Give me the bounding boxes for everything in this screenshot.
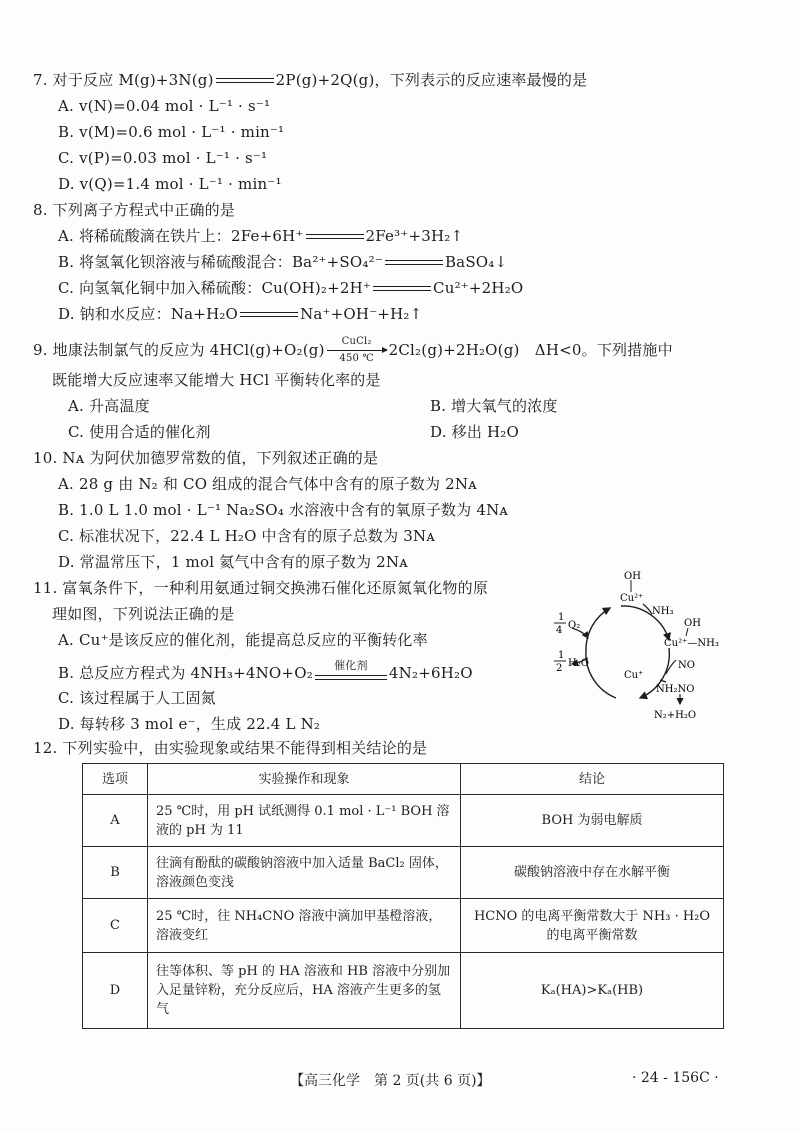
q10-option-a: A. 28 g 由 N₂ 和 CO 组成的混合气体中含有的原子数为 2Nᴀ xyxy=(58,475,477,493)
q8-d-right: Na⁺+OH⁻+H₂↑ xyxy=(300,305,423,323)
q8-d-left: D. 钠和水反应：Na+H₂O xyxy=(58,305,239,323)
table-row xyxy=(83,795,724,847)
row-experiment: 往滴有酚酞的碳酸钠溶液中加入适量 BaCl₂ 固体，溶液颜色变浅 xyxy=(148,847,461,899)
equals-top xyxy=(315,675,387,676)
q10-option-c: C. 标准状况下，22.4 L H₂O 中含有的原子总数为 3Nᴀ xyxy=(58,527,436,545)
catalytic-cycle-diagram xyxy=(548,570,738,730)
cu2-top-label: Cu²⁺ xyxy=(620,593,644,604)
row-experiment: 25 ℃时，往 NH₄CNO 溶液中滴加甲基橙溶液，溶液变红 xyxy=(148,899,461,953)
cu2-nh3-label: Cu²⁺—NH₃ xyxy=(664,638,719,649)
equals-sign xyxy=(306,230,364,244)
table-row xyxy=(83,899,724,953)
q8-option-b xyxy=(58,252,507,272)
q12-stem: 12. 下列实验中，由实验现象或结果不能得到相关结论的是 xyxy=(33,739,428,757)
temperature-label: 450 ℃ xyxy=(339,353,374,364)
q8-c-left: C. 向氢氧化铜中加入稀硫酸：Cu(OH)₂+2H⁺ xyxy=(58,279,372,297)
q7-option-b: B. v(M)=0.6 mol · L⁻¹ · min⁻¹ xyxy=(58,123,285,141)
cycle-arc-bottom-left xyxy=(586,650,616,698)
cycle-arc-top-left xyxy=(586,608,610,650)
q11-option-a: A. Cu⁺是该反应的催化剂，能提高总反应的平衡转化率 xyxy=(58,631,428,649)
page-footer-code: · 24 - 156C · xyxy=(632,1070,719,1086)
q7-stem-part2: 2P(g)+2Q(g)，下列表示的反应速率最慢的是 xyxy=(275,71,588,89)
q11-stem-cont: 理如图，下列说法正确的是 xyxy=(52,605,235,623)
equals-sign xyxy=(216,74,274,88)
row-conclusion: HCNO 的电离平衡常数大于 NH₃ · H₂O 的电离平衡常数 xyxy=(461,899,724,953)
q8-a-left: A. 将稀硫酸滴在铁片上：2Fe+6H⁺ xyxy=(58,227,304,245)
q7-option-d: D. v(Q)=1.4 mol · L⁻¹ · min⁻¹ xyxy=(58,175,282,193)
row-option: A xyxy=(83,795,148,847)
q9-option-c: C. 使用合适的催化剂 xyxy=(68,423,211,441)
q8-a-right: 2Fe³⁺+3H₂↑ xyxy=(365,227,464,245)
row-option: D xyxy=(83,953,148,1029)
products-label: N₂+H₂O xyxy=(654,710,697,721)
catalyst-label: 催化剂 xyxy=(334,659,368,672)
equals-sign xyxy=(240,308,298,322)
nh2no-label: NH₂NO xyxy=(656,684,695,695)
q11-b-left: B. 总反应方程式为 4NH₃+4NO+O₂ xyxy=(58,664,313,682)
q7-stem-part1: 7. 对于反应 M(g)+3N(g) xyxy=(33,71,214,89)
row-conclusion: 碳酸钠溶液中存在水解平衡 xyxy=(461,847,724,899)
q7-option-a: A. v(N)=0.04 mol · L⁻¹ · s⁻¹ xyxy=(58,97,271,115)
q11-option-b xyxy=(58,658,473,688)
row-experiment: 往等体积、等 pH 的 HA 溶液和 HB 溶液中分别加入足量锌粉，充分反应后，HA 溶液产生更多的氢气 xyxy=(148,953,461,1029)
q11-b-right: 4N₂+6H₂O xyxy=(388,664,473,682)
q10-stem: 10. Nᴀ 为阿伏加德罗常数的值，下列叙述正确的是 xyxy=(33,449,379,467)
q9-stem xyxy=(33,334,673,366)
catalyst-label: CuCl₂ xyxy=(341,336,372,347)
q10-option-b: B. 1.0 L 1.0 mol · L⁻¹ Na₂SO₄ 水溶液中含有的氧原子数为 4Nᴀ xyxy=(58,501,509,519)
row-experiment: 25 ℃时，用 pH 试纸测得 0.1 mol · L⁻¹ BOH 溶液的 pH 为 11 xyxy=(148,795,461,847)
q8-b-left: B. 将氢氧化钡溶液与稀硫酸混合：Ba²⁺+SO₄²⁻ xyxy=(58,253,383,271)
q8-option-a xyxy=(58,226,463,246)
cu-plus-label: Cu⁺ xyxy=(624,670,644,681)
h2o-frac-den: 2 xyxy=(556,663,563,674)
equals-bottom xyxy=(315,679,387,680)
q10-option-d: D. 常温常压下，1 mol 氦气中含有的原子数为 2Nᴀ xyxy=(58,553,408,571)
oh-bond-right xyxy=(686,628,688,636)
q9-stem-cont: 既能增大反应速率又能增大 HCl 平衡转化率的是 xyxy=(52,371,381,389)
o2-frac-den: 4 xyxy=(556,625,563,636)
header-conclusion: 结论 xyxy=(461,764,724,795)
q8-stem: 8. 下列离子方程式中正确的是 xyxy=(33,201,236,219)
equals-sign xyxy=(385,256,443,270)
q12-table xyxy=(82,763,724,1029)
o2-frac-num: 1 xyxy=(558,612,565,623)
reaction-condition xyxy=(327,336,387,366)
q8-option-c xyxy=(58,278,523,298)
row-option: B xyxy=(83,847,148,899)
no-label: NO xyxy=(678,660,695,671)
nh3-label: NH₃ xyxy=(652,606,674,617)
oh-top-label: OH xyxy=(624,571,641,582)
header-option: 选项 xyxy=(83,764,148,795)
q8-c-right: Cu²⁺+2H₂O xyxy=(433,279,524,297)
table-row xyxy=(83,953,724,1029)
page-footer-title: 【高三化学 第 2 页(共 6 页)】 xyxy=(290,1073,491,1089)
h2o-label: H₂O xyxy=(568,658,589,669)
row-conclusion: Kₐ(HA)>Kₐ(HB) xyxy=(461,953,724,1029)
q11-stem: 11. 富氧条件下，一种利用氨通过铜交换沸石催化还原氮氧化物的原 xyxy=(33,579,489,597)
equals-sign xyxy=(373,282,431,296)
q8-option-d xyxy=(58,304,422,324)
oh-right-label: OH xyxy=(684,618,701,629)
q9-stem-part1: 9. 地康法制氯气的反应为 4HCl(g)+O₂(g) xyxy=(33,341,325,359)
q9-option-d: D. 移出 H₂O xyxy=(430,423,519,441)
o2-label: O₂ xyxy=(568,620,581,631)
reaction-arrow xyxy=(327,350,387,351)
row-conclusion: BOH 为弱电解质 xyxy=(461,795,724,847)
row-option: C xyxy=(83,899,148,953)
catalyst-condition xyxy=(315,660,387,688)
q8-b-right: BaSO₄↓ xyxy=(444,253,508,271)
q9-stem-part2: 2Cl₂(g)+2H₂O(g) ΔH<0。下列措施中 xyxy=(388,341,673,359)
q9-option-b: B. 增大氧气的浓度 xyxy=(430,397,558,415)
q7-option-c: C. v(P)=0.03 mol · L⁻¹ · s⁻¹ xyxy=(58,149,268,167)
q11-option-c: C. 该过程属于人工固氮 xyxy=(58,689,216,707)
table-row xyxy=(83,847,724,899)
table-header-row xyxy=(83,764,724,795)
header-experiment: 实验操作和现象 xyxy=(148,764,461,795)
q7-stem xyxy=(33,70,587,90)
q9-option-a: A. 升高温度 xyxy=(68,397,150,415)
h2o-frac-num: 1 xyxy=(558,650,565,661)
q11-option-d: D. 每转移 3 mol e⁻，生成 22.4 L N₂ xyxy=(58,715,321,733)
